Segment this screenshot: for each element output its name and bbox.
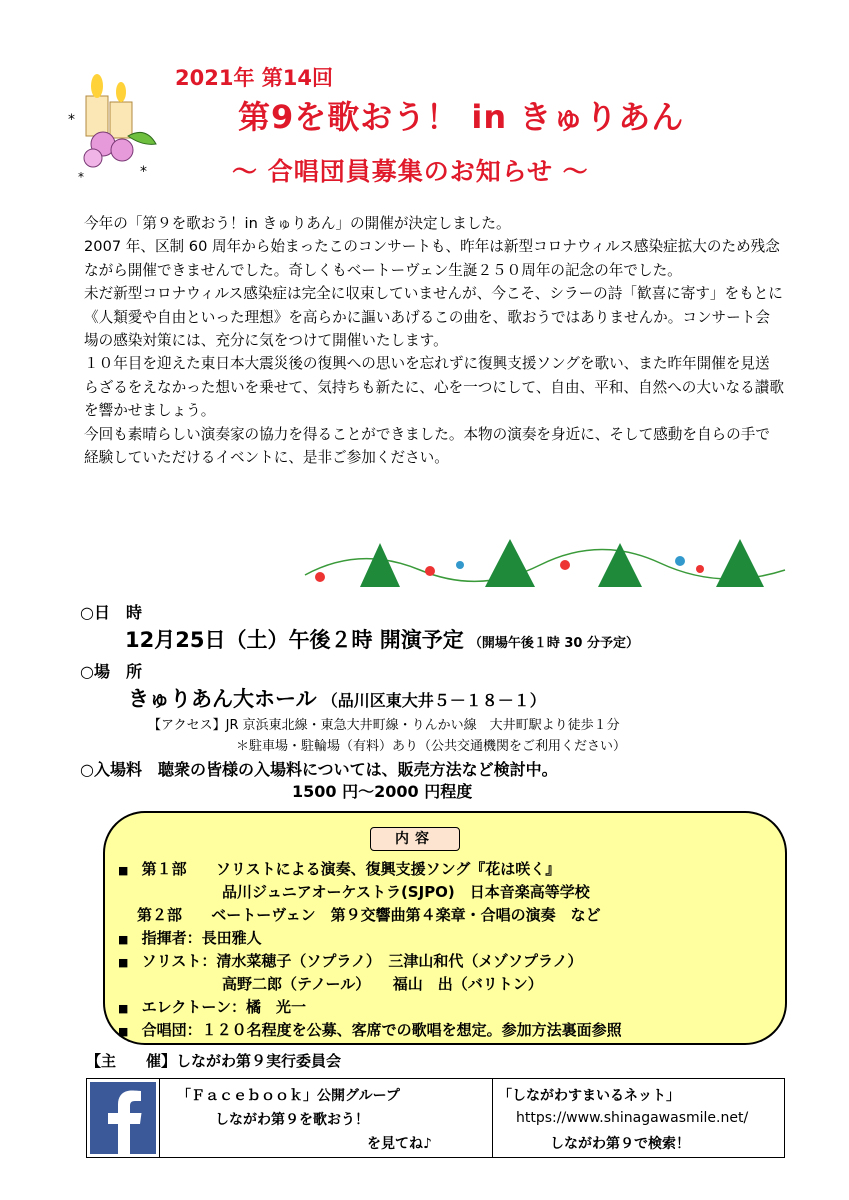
smile-net-name: 「しながわすまいるネット」: [498, 1088, 680, 1104]
intro-text: [84, 212, 784, 469]
contents-electone: ■ エレクトーン：橘 光一: [118, 998, 307, 1016]
organizer: 【主 催】しながわ第９実行委員会: [86, 1052, 342, 1070]
intro-paragraph: 今年の「第９を歌おう！in きゅりあん」の開催が決定しました。: [84, 215, 511, 232]
year-edition: 2021年 第14回: [175, 66, 333, 90]
venue: [128, 683, 546, 713]
venue-access: 【アクセス】JR 京浜東北線・東急大井町線・りんかい線 大井町駅より徒歩１分: [148, 718, 620, 733]
bullet-icon: ■: [118, 933, 129, 946]
part1-line2: 品川ジュニアオーケストラ(SJPO) 日本音楽高等学校: [222, 883, 590, 901]
intro-paragraph: 2007 年、区制 60 周年から始まったこのコンサートも、昨年は新型コロナウィルス感染症拡大のため残念ながら開催できませんでした。奇しくもベートーヴェン生誕２５０周年の記念の年でした。: [84, 238, 780, 279]
smile-url-link[interactable]: https://www.shinagawasmile.net/: [516, 1110, 749, 1126]
datetime: [125, 624, 639, 654]
fee-label: ○入場料 聴衆の皆様の入場料については、販売方法など検討中。: [80, 760, 558, 779]
contact-table: [86, 1078, 785, 1158]
part1-line1: ソリストによる演奏、復興支援ソング『花は咲く』: [215, 860, 561, 878]
venue-address: （品川区東大井５－１８－１）: [321, 691, 546, 710]
datetime-note: （開場午後１時 30 分予定）: [468, 636, 640, 651]
datetime-label: ○日 時: [80, 603, 142, 622]
contents-conductor: ■ 指揮者：長田雅人: [118, 929, 262, 947]
smile-search-hint: しながわ第９で検索！: [550, 1136, 690, 1152]
contents-part1: [118, 858, 560, 879]
venue-parking: ＊駐車場・駐輪場（有料）あり（公共交通機関をご利用ください）: [236, 739, 627, 754]
page-subtitle: ～ 合唱団員募集のお知らせ ～: [232, 157, 589, 186]
contents-soloist: ■ ソリスト：清水菜穂子（ソプラノ） 三津山和代（メゾソプラノ）: [118, 952, 583, 970]
contents-part2: [137, 904, 601, 925]
part2-line: ベートーヴェン 第９交響曲第４楽章・合唱の演奏 など: [211, 906, 601, 924]
candle-flower-illustration: [58, 66, 168, 186]
contents-choir: ■ 合唱団：１２０名程度を公募、客席での歌唱を想定。参加方法裏面参照: [118, 1021, 622, 1039]
part1-label: 第１部: [141, 860, 187, 878]
smile-info: [492, 1079, 784, 1157]
bullet-icon: ■: [118, 956, 129, 969]
bullet-icon: ■: [118, 1002, 129, 1015]
facebook-group-name: しながわ第９を歌おう！: [215, 1112, 369, 1128]
part2-label: 第２部: [137, 906, 183, 924]
contents-title: 内容: [370, 827, 460, 851]
intro-paragraph: １０年目を迎えた東日本大震災後の復興への思いを忘れずに復興支援ソングを歌い、また昨年開催を見送らざるをえなかった想いを乗せて、気持ちも新たに、心を一つにして、自由、平和、自然への大いなる讃歌を響かせましょう。: [84, 355, 784, 420]
facebook-info: [159, 1079, 493, 1157]
christmas-garland-illustration: [300, 535, 790, 595]
svg-text:*: *: [78, 170, 84, 184]
intro-paragraph: 未だ新型コロナウィルス感染症は完全に収束していませんが、今こそ、シラーの詩「歓喜に寄す」をもとに《人類愛や自由といった理想》を高らかに謳いあげるこの曲を、歌おうではありませんか。コンサート会場の感染対策には、充分に気をつけて開催いたします。: [84, 285, 783, 350]
svg-text:*: *: [68, 112, 75, 128]
facebook-group-label: 「Ｆａｃｅｂｏｏｋ」公開グループ: [177, 1088, 400, 1104]
datetime-value: 12月25日（土）午後２時 開演予定: [125, 628, 464, 652]
venue-label: ○場 所: [80, 662, 142, 681]
venue-name: きゅりあん大ホール: [128, 687, 317, 711]
page-title: 第9を歌おう！ in きゅりあん: [238, 98, 685, 136]
bullet-icon: ■: [118, 1025, 129, 1038]
soloist-line2: 高野二郎（テノール） 福山 出（バリトン）: [222, 975, 543, 993]
facebook-icon: [90, 1082, 156, 1154]
svg-text:*: *: [140, 164, 147, 180]
fee-range: 1500 円～2000 円程度: [292, 782, 473, 801]
bullet-icon: ■: [118, 864, 129, 877]
facebook-see: を見てね♪: [367, 1136, 432, 1152]
facebook-logo: [87, 1079, 160, 1157]
intro-paragraph: 今回も素晴らしい演奏家の協力を得ることができました。本物の演奏を身近に、そして感動を自らの手で経験していただけるイベントに、是非ご参加ください。: [84, 425, 770, 467]
